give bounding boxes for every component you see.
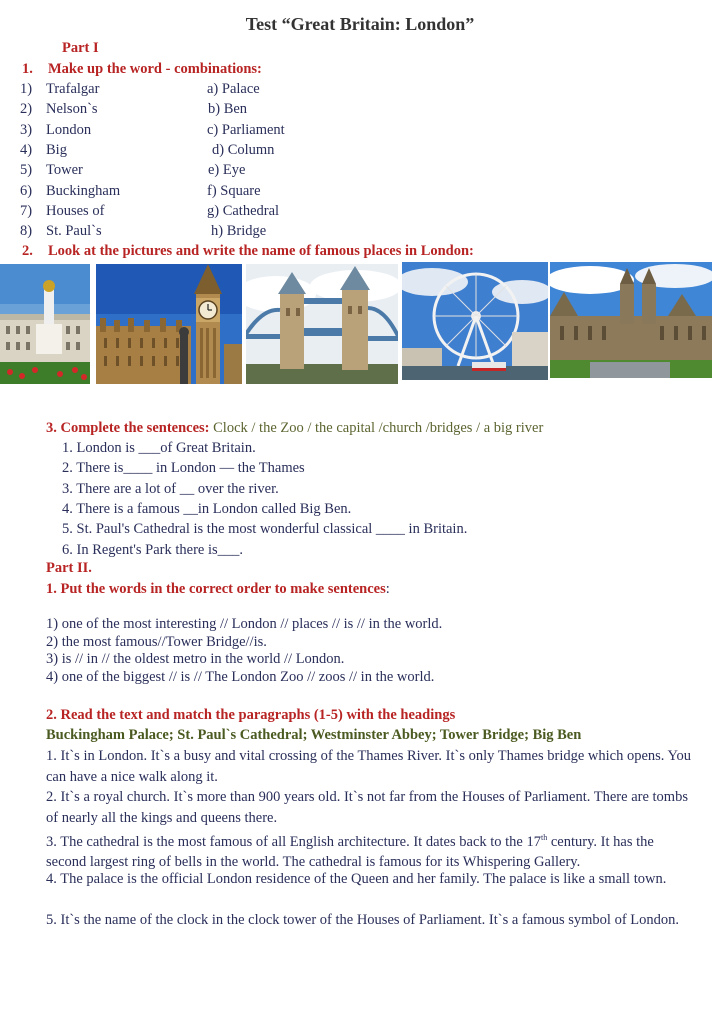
photo-big-ben <box>96 264 242 384</box>
part2-task1-heading <box>46 581 390 598</box>
combination-left-number: 4) <box>20 141 33 158</box>
combination-left-item <box>20 162 83 179</box>
combination-right-item: e) Eye <box>208 162 246 179</box>
paragraph-3-part-b: century. It has the second largest ring of bells in the world. The cathedral is famous for its Whispering Gallery. <box>46 833 654 871</box>
combination-left-text: Tower <box>46 162 83 179</box>
combination-right-item: c) Parliament <box>207 121 285 138</box>
word-order-item: 3) is // in // the oldest metro in the world // London. <box>46 651 345 668</box>
combination-left-text: Houses of <box>46 202 105 219</box>
paragraph-5: 5. It`s the name of the clock in the clock tower of the Houses of Parliament. It`s a famous symbol of London. <box>46 912 680 928</box>
combination-left-text: St. Paul`s <box>46 223 102 240</box>
sentence-item: 6. In Regent's Park there is___. <box>62 541 244 558</box>
paragraph-1: 1. It`s in London. It`s a busy and vital crossing of the Thames River. It`s only Thames bridge which opens. You can have a nice walk along it. <box>46 748 692 785</box>
photo-london-eye <box>402 262 548 380</box>
task3-heading <box>46 420 543 437</box>
combination-left-text: Nelson`s <box>46 101 98 118</box>
part2-task1-heading-text: 1. Put the words in the correct order to make sentences <box>46 581 386 597</box>
combination-right-item: f) Square <box>207 182 261 199</box>
combination-left-number: 6) <box>20 182 33 199</box>
task3-heading-text: 3. Complete the sentences: <box>46 420 210 436</box>
photo-buckingham-palace <box>0 264 90 384</box>
combination-left-number: 2) <box>20 101 33 118</box>
word-order-item: 2) the most famous//Tower Bridge//is. <box>46 633 267 650</box>
combination-left-number: 5) <box>20 162 33 179</box>
combination-left-item <box>20 142 67 159</box>
page-title: Test “Great Britain: London” <box>245 14 475 34</box>
paragraph-3 <box>46 828 696 873</box>
sentence-item: 3. There are a lot of __ over the river. <box>62 480 279 497</box>
part2-task2-heading: 2. Read the text and match the paragraphs (1-5) with the headings <box>46 707 456 723</box>
combination-left-item <box>20 223 102 240</box>
task2-heading-text: Look at the pictures and write the name of famous places in London: <box>48 243 474 259</box>
task1-number: 1. <box>22 61 33 77</box>
paragraph-3-part-a: 3. The cathedral is the most famous of all English architecture. It dates back to the 17 <box>46 833 541 850</box>
sentence-item: 5. St. Paul's Cathedral is the most wonderful classical ____ in Britain. <box>62 521 468 538</box>
combination-left-item <box>20 81 99 98</box>
combination-right-item: a) Palace <box>207 81 260 97</box>
part2-task1-colon: : <box>385 581 390 597</box>
part1-label: Part I <box>62 40 99 56</box>
combination-left-number: 3) <box>20 121 33 138</box>
paragraph-3-superscript: th <box>541 833 548 842</box>
photo-tower-bridge <box>246 264 398 384</box>
task1-heading <box>22 61 262 78</box>
combination-left-number: 8) <box>20 223 33 240</box>
combination-left-text: Big <box>46 141 67 158</box>
matching-headings: Buckingham Palace; St. Paul`s Cathedral; Westminster Abbey; Tower Bridge; Big Ben <box>46 727 582 743</box>
task1-heading-text: Make up the word - combinations: <box>48 61 262 77</box>
combination-left-item <box>20 203 104 220</box>
photo-westminster-abbey <box>550 262 712 378</box>
combination-right-item: h) Bridge <box>211 223 267 240</box>
sentence-item: 4. There is a famous __in London called Big Ben. <box>62 500 352 517</box>
task2-heading <box>22 243 474 260</box>
word-order-item: 4) one of the biggest // is // The London Zoo // zoos // in the world. <box>46 669 435 686</box>
combination-left-text: London <box>46 121 92 138</box>
paragraph-2: 2. It`s a royal church. It`s more than 900 years old. It`s not far from the Houses of Parliament. There are tombs of nearly all the kings and queens there. <box>46 789 688 826</box>
task3-word-bank: Clock / the Zoo / the capital /church /bridges / a big river <box>213 420 544 436</box>
combination-right-item: b) Ben <box>208 101 248 118</box>
combination-left-item <box>20 122 91 139</box>
combination-left-text: Buckingham <box>46 182 121 199</box>
sentence-item: 1. London is ___of Great Britain. <box>62 440 256 456</box>
combination-right-item: g) Cathedral <box>207 202 280 219</box>
sentence-item: 2. There is____ in London — the Thames <box>62 460 305 477</box>
word-order-item: 1) one of the most interesting // London // places // is // in the world. <box>46 616 443 632</box>
combination-left-item <box>20 183 120 200</box>
combination-left-number: 7) <box>20 202 33 219</box>
combination-left-item <box>20 101 98 118</box>
part2-label: Part II. <box>46 560 92 576</box>
combination-left-number: 1) <box>20 81 33 97</box>
paragraph-4: 4. The palace is the official London residence of the Queen and her family. The palace is like a small town. <box>46 871 667 887</box>
task2-number: 2. <box>22 243 33 259</box>
combination-left-text: Trafalgar <box>46 81 100 97</box>
combination-right-item: d) Column <box>212 141 275 158</box>
